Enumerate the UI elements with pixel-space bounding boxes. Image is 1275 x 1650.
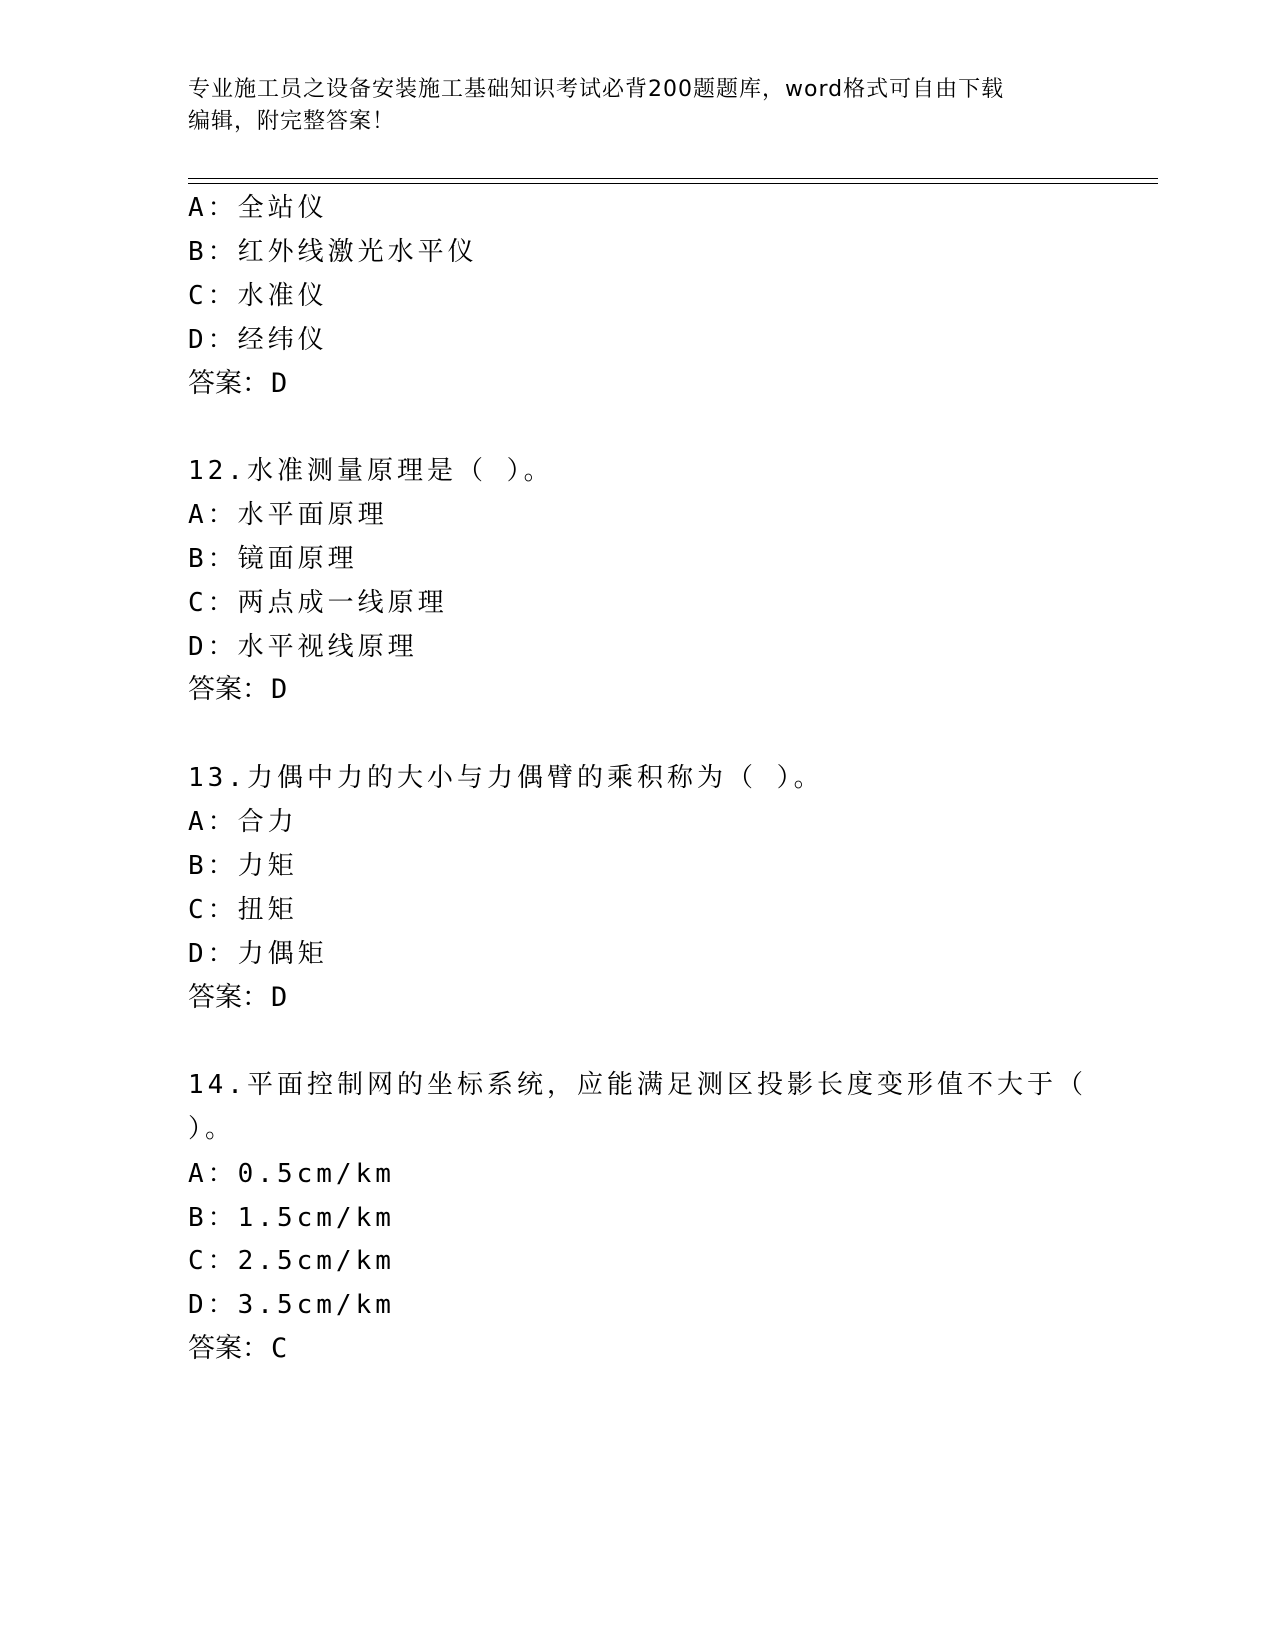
q12-option-d: D：水平视线原理: [188, 632, 418, 662]
q12-option-b: B：镜面原理: [188, 544, 358, 574]
q11-option-c: C：水准仪: [188, 281, 328, 311]
q14-option-b: B：1.5cm/km: [188, 1203, 395, 1233]
q13-option-c: C：扭矩: [188, 895, 298, 925]
q11-option-b: B：红外线激光水平仪: [188, 237, 478, 267]
answer-value: D: [271, 982, 288, 1013]
q13-option-b: B：力矩: [188, 851, 298, 881]
q13-option-d: D：力偶矩: [188, 939, 328, 969]
document-header: [188, 74, 1088, 138]
q12-answer: [188, 673, 287, 707]
answer-label: 答案：: [188, 368, 269, 399]
q14-question-line-2: ）。: [188, 1114, 236, 1144]
header-line-2: 编辑，附完整答案！: [188, 109, 396, 134]
answer-value: C: [271, 1333, 288, 1364]
answer-value: D: [271, 674, 288, 705]
header-divider-top: [188, 178, 1158, 179]
q11-answer: [188, 367, 287, 401]
q12-option-c: C：两点成一线原理: [188, 588, 448, 618]
q13-option-a: A：合力: [188, 807, 298, 837]
q13-question: 13.力偶中力的大小与力偶臂的乘积称为（ ）。: [188, 763, 824, 793]
header-line-1: 专业施工员之设备安装施工基础知识考试必背200题题库，word格式可自由下载: [188, 77, 1005, 102]
q14-option-c: C：2.5cm/km: [188, 1246, 395, 1276]
answer-value: D: [271, 368, 288, 399]
q14-option-d: D：3.5cm/km: [188, 1290, 395, 1320]
q14-answer: [188, 1332, 287, 1366]
answer-label: 答案：: [188, 1333, 269, 1364]
answer-label: 答案：: [188, 674, 269, 705]
q11-option-a: A：全站仪: [188, 193, 328, 223]
q14-option-a: A：0.5cm/km: [188, 1159, 395, 1189]
q12-option-a: A：水平面原理: [188, 500, 388, 530]
q12-question: 12.水准测量原理是（ ）。: [188, 456, 554, 486]
q14-question-line-1: 14.平面控制网的坐标系统，应能满足测区投影长度变形值不大于（: [188, 1070, 1087, 1100]
answer-label: 答案：: [188, 982, 269, 1013]
q11-option-d: D：经纬仪: [188, 325, 328, 355]
q13-answer: [188, 981, 287, 1015]
header-divider-bottom: [188, 183, 1158, 184]
